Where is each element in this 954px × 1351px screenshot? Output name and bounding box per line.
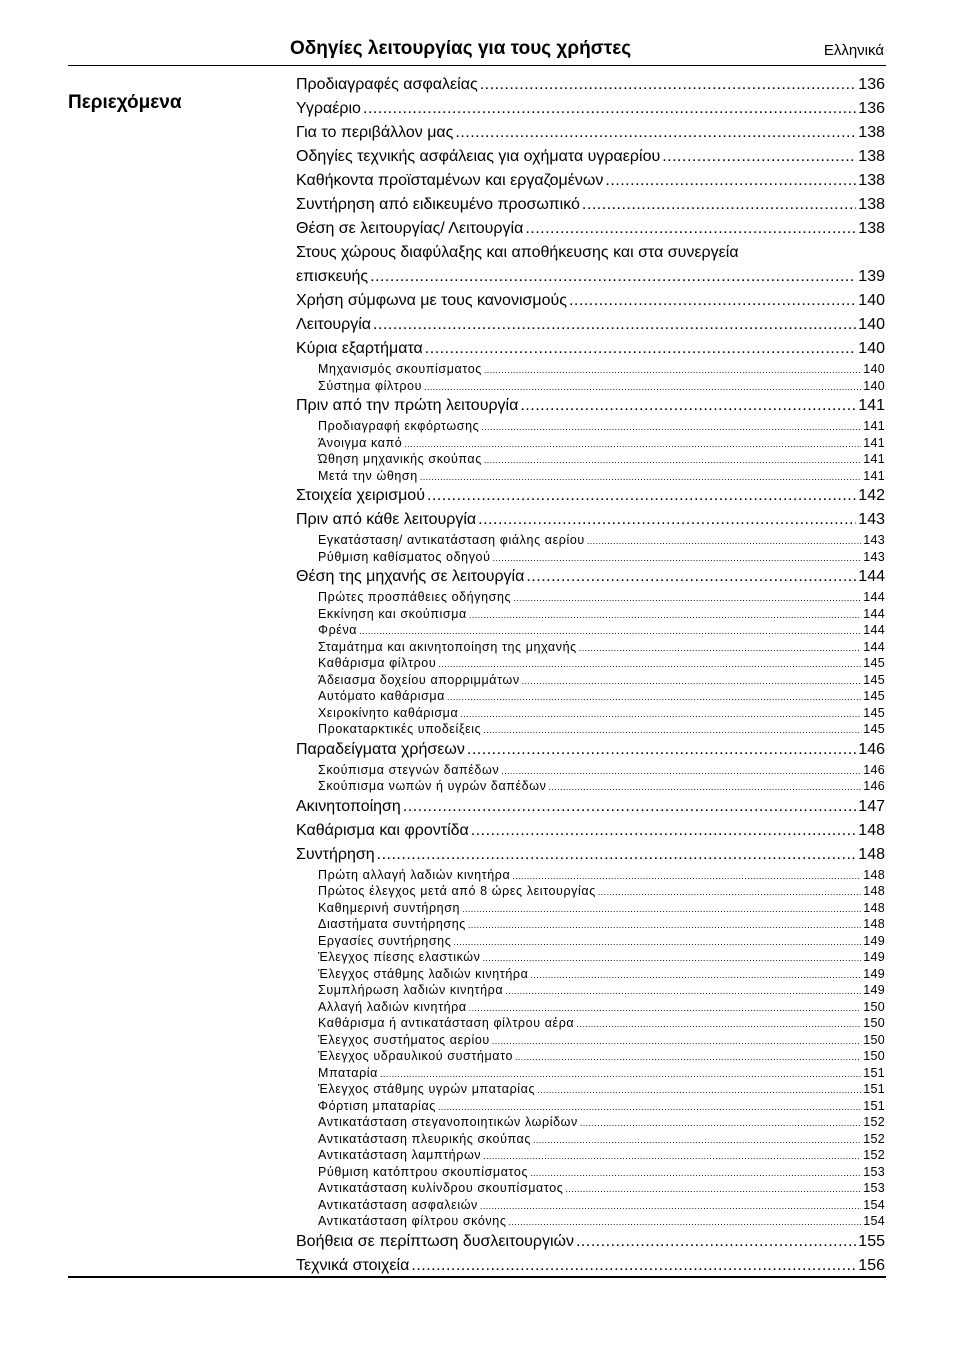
toc-entry-title: Φόρτιση μπαταρίας [318,1098,436,1113]
toc-entry-title: Υγραέριο [296,100,361,117]
toc-subentry[interactable] [296,639,885,656]
toc-page-number: 149 [863,983,885,997]
dot-leader [576,1230,856,1254]
toc-entry-title: Καθάρισμα φίλτρου [318,656,437,670]
toc-subentry[interactable] [296,688,885,705]
toc-subentry[interactable] [296,1065,885,1082]
toc-subentry[interactable] [296,378,885,395]
toc-entry-title: Σκούπισμα στεγνών δαπέδων [318,762,500,777]
dot-leader [438,656,861,673]
toc-subentry[interactable] [296,1081,885,1098]
toc-page-number: 152 [863,1131,885,1146]
toc-entry[interactable] [296,313,885,337]
toc-entry[interactable] [296,265,885,289]
toc-entry-title: Συντήρηση [296,845,375,863]
dot-leader [460,706,861,723]
toc-page-number: 148 [858,845,885,863]
toc-page-number: 138 [858,220,885,237]
dot-leader [420,469,861,486]
toc-page-number: 141 [863,468,885,483]
toc-page-number: 150 [863,1016,885,1030]
toc-subentry[interactable] [296,1114,885,1131]
toc-page-number: 145 [863,705,885,720]
toc-page-number: 150 [863,1049,885,1063]
dot-leader [520,394,856,418]
toc-page-number: 141 [863,435,885,450]
toc-page-number: 144 [863,590,885,604]
toc-entry-title: Αντικατάσταση φίλτρου σκόνης [318,1214,507,1228]
dot-leader [565,1181,861,1198]
toc-page-number: 146 [863,779,885,793]
toc-entry-title: Χειροκίνητο καθάρισμα [318,705,459,720]
toc-page-number: 151 [863,1065,885,1080]
toc-subentry[interactable] [296,589,885,606]
toc-entry-title: Έλεγχος στάθμης λαδιών κινητήρα [318,966,529,981]
toc-page-number: 141 [863,419,885,433]
toc-subentry[interactable] [296,1213,885,1230]
toc-entry[interactable] [296,738,885,762]
toc-page-number: 148 [863,884,885,898]
toc-entry-title: Πριν από κάθε λειτουργία [296,511,477,528]
toc-subentry[interactable] [296,705,885,722]
dot-leader [537,1082,861,1099]
dot-leader [438,1099,861,1116]
dot-leader [404,436,861,453]
toc-entry-title: Καθημερινή συντήρηση [318,900,461,915]
dot-leader [579,640,861,657]
toc-entry-title: επισκευής [296,268,369,285]
dot-leader [526,565,856,589]
dot-leader [505,983,861,1000]
dot-leader [512,868,861,885]
toc-entry-title: Καθήκοντα προϊσταμένων και εργαζομένων [296,172,604,189]
toc-subentry[interactable] [296,916,885,933]
toc-entry-title-line: Στους χώρους διαφύλαξης και αποθήκευσης και στα συνεργεία [296,244,739,261]
header-rule [68,65,886,66]
toc-entry-title: Καθάρισμα και φροντίδα [296,821,469,839]
toc-page-number: 153 [863,1181,885,1195]
toc-entry-title: Πρώτη αλλαγή λαδιών κινητήρα [318,867,511,882]
toc-subentry[interactable] [296,468,885,485]
toc-page-number: 146 [858,740,885,758]
toc-page-number: 140 [858,340,885,357]
toc-entry[interactable] [296,484,885,508]
toc-entry-title: Αντικατάσταση λαμπτήρων [318,1148,482,1162]
toc-entry-title: Κύρια εξαρτήματα [296,340,423,357]
toc-entry-title: Προκαταρκτικές υποδείξεις [318,722,482,736]
toc-entry[interactable] [296,819,885,843]
toc-page-number: 155 [858,1232,885,1250]
dot-leader [403,795,856,819]
toc-entry-title: Αλλαγή λαδιών κινητήρα [318,999,467,1014]
toc-entry[interactable] [296,843,885,867]
dot-leader [469,607,861,624]
toc-page-number: 141 [858,397,885,414]
toc-entry-title: Χρήση σύμφωνα με τους κανονισμούς [296,292,567,309]
toc-entry-title: Τεχνικά στοιχεία [296,1256,410,1274]
toc-entry-title: Οδηγίες τεχνικής ασφάλειας για οχήματα υγραερίου [296,148,661,165]
toc-page-number: 143 [863,549,885,564]
toc-entry[interactable] [296,289,885,313]
toc-page-number: 140 [863,362,885,376]
toc-entry-title: Διαστήματα συντήρησης [318,917,466,931]
dot-leader [447,689,861,706]
dot-leader [425,337,857,361]
toc-page-number: 140 [858,316,885,333]
toc-entry[interactable] [296,508,885,532]
toc-entry-title: Εργασίες συντήρησης [318,933,452,948]
toc-entry-title: Έλεγχος υδραυλικού συστήματο [318,1049,513,1063]
toc-subentry[interactable] [296,1164,885,1181]
toc-entry-title: Προδιαγραφή εκφόρτωσης [318,419,480,433]
toc-page-number: 147 [858,797,885,815]
dot-leader [515,1049,861,1066]
toc-entry-title: Έλεγχος συστήματος αερίου [318,1032,490,1047]
dot-leader [522,673,862,690]
toc-entry-title: Για το περιβάλλον μας [296,124,454,141]
toc-subentry[interactable] [296,933,885,950]
toc-entry[interactable] [296,97,885,121]
toc-subentry[interactable] [296,532,885,549]
toc-entry-title: Ώθηση μηχανικής σκούπας [318,452,482,466]
toc-page-number: 154 [863,1197,885,1212]
toc-page-number: 145 [863,722,885,736]
toc-page-number: 138 [858,172,885,189]
toc-entry-title: Σταμάτημα και ακινητοποίηση της μηχανής [318,639,577,654]
toc-entry-title: Βοήθεια σε περίπτωση δυσλειτουργιών [296,1232,574,1250]
toc-entry-title: Καθάρισμα ή αντικατάσταση φίλτρου αέρα [318,1016,575,1030]
footer-rule [68,1276,886,1278]
table-of-contents [296,73,885,1278]
toc-page-number: 148 [858,821,885,839]
toc-subentry[interactable] [296,655,885,672]
dot-leader [605,169,856,193]
toc-page-number: 152 [863,1148,885,1162]
toc-entry-title: Πρώτος έλεγχος μετά από 8 ώρες λειτουργίας [318,884,596,898]
toc-page-number: 150 [863,1032,885,1047]
toc-subentry[interactable] [296,867,885,884]
toc-entry[interactable] [296,565,885,589]
dot-leader [598,884,861,901]
toc-subentry[interactable] [296,900,885,917]
language-label: Ελληνικά [823,42,884,59]
dot-leader [492,1033,861,1050]
toc-entry-title: Συμπλήρωση λαδιών κινητήρα [318,983,504,997]
toc-entry-title: Φρένα [318,623,358,637]
toc-entry-title: Λειτουργία [296,316,372,333]
dot-leader [513,590,861,607]
toc-subentry[interactable] [296,606,885,623]
toc-page-number: 139 [858,268,885,285]
toc-entry-title: Πρώτες προσπάθειες οδήγησης [318,590,512,604]
toc-entry-title: Πριν από την πρώτη λειτουργία [296,397,519,414]
dot-leader [582,193,856,217]
toc-subentry[interactable] [296,1180,885,1197]
dot-leader [462,901,861,918]
toc-page-number: 152 [863,1115,885,1129]
toc-subentry[interactable] [296,982,885,999]
dot-leader [525,217,856,241]
dot-leader [530,967,861,984]
toc-subentry[interactable] [296,1147,885,1164]
toc-entry[interactable] [296,217,885,241]
toc-page-number: 136 [858,76,885,93]
dot-leader [484,362,861,379]
toc-subentry[interactable] [296,999,885,1016]
toc-page-number: 149 [863,933,885,948]
toc-entry-title: Θέση της μηχανής σε λειτουργία [296,568,525,585]
toc-subentry[interactable] [296,418,885,435]
toc-entry-title: Ακινητοποίηση [296,797,401,815]
dot-leader [508,1214,861,1231]
dot-leader [480,1198,861,1215]
dot-leader [493,550,862,567]
dot-leader [576,1016,861,1033]
toc-entry-title: Έλεγχος πίεσης ελαστικών [318,950,481,964]
dot-leader [469,1000,862,1017]
toc-entry-title: Μηχανισμός σκουπίσματος [318,362,482,376]
toc-subentry[interactable] [296,435,885,452]
dot-leader [483,1148,861,1165]
toc-subentry[interactable] [296,622,885,639]
toc-page-number: 150 [863,999,885,1014]
toc-page-number: 138 [858,196,885,213]
toc-entry-title: Σύστημα φίλτρου [318,378,423,393]
toc-page-number: 144 [863,623,885,637]
toc-entry-title: Αντικατάσταση στεγανοποιητικών λωρίδων [318,1115,578,1129]
toc-page-number: 148 [863,867,885,882]
toc-entry-title: Εγκατάσταση/ αντικατάσταση φιάλης αερίου [318,533,585,547]
toc-entry-title: Προδιαγραφές ασφαλείας [296,76,478,93]
toc-subentry[interactable] [296,1098,885,1115]
toc-page-number: 145 [863,689,885,703]
dot-leader [453,934,861,951]
toc-entry-title: Αντικατάσταση ασφαλειών [318,1197,478,1212]
toc-subentry[interactable] [296,966,885,983]
dot-leader [467,738,856,762]
toc-entry-title: Παραδείγματα χρήσεων [296,740,465,758]
dot-leader [530,1165,861,1182]
toc-subentry[interactable] [296,1048,885,1065]
toc-entry[interactable] [296,337,885,361]
toc-page-number: 138 [858,124,885,141]
toc-subentry[interactable] [296,451,885,468]
toc-subentry[interactable] [296,1032,885,1049]
toc-page-number: 148 [863,917,885,931]
toc-page-number: 149 [863,950,885,964]
dot-leader [480,73,857,97]
dot-leader [533,1132,861,1149]
toc-entry-title: Συντήρηση από ειδικευμένο προσωπικό [296,196,580,213]
dot-leader [411,1254,856,1278]
dot-leader [363,97,856,121]
toc-page-number: 144 [863,606,885,621]
toc-entry-title: Έλεγχος στάθμης υγρών μπαταρίας [318,1082,536,1096]
toc-entry[interactable] [296,394,885,418]
toc-entry-title: Εκκίνηση και σκούπισμα [318,606,467,621]
toc-page-number: 145 [863,672,885,687]
toc-subentry[interactable] [296,361,885,378]
toc-entry[interactable] [296,1230,885,1254]
toc-entry[interactable] [296,1254,885,1278]
dot-leader [481,419,861,436]
dot-leader [484,452,861,469]
contents-heading: Περιεχόμενα [68,92,182,113]
toc-subentry[interactable] [296,672,885,689]
toc-entry-title: Αυτόματο καθάρισμα [318,689,446,703]
dot-leader [424,379,861,396]
dot-leader [359,623,861,640]
toc-entry-title: Ρύθμιση καθίσματος οδηγού [318,549,491,564]
toc-entry-title: Άδειασμα δοχείου απορριμμάτων [318,672,520,687]
toc-entry-title: Θέση σε λειτουργίας/ Λειτουργία [296,220,524,237]
toc-entry-title: Μπαταρία [318,1065,378,1080]
toc-entry[interactable] [296,145,885,169]
toc-subentry[interactable] [296,762,885,779]
toc-page-number: 149 [863,966,885,981]
dot-leader [455,121,856,145]
toc-page-number: 143 [863,533,885,547]
toc-page-number: 151 [863,1082,885,1096]
toc-entry-title: Μετά την ώθηση [318,468,418,483]
toc-page-number: 143 [858,511,885,528]
toc-page-number: 136 [858,100,885,117]
toc-subentry[interactable] [296,549,885,566]
dot-leader [662,145,856,169]
toc-page-number: 156 [858,1256,885,1274]
toc-subentry[interactable] [296,883,885,900]
toc-page-number: 146 [863,762,885,777]
toc-entry-title: Ρύθμιση κατόπτρου σκουπίσματος [318,1164,529,1179]
toc-page-number: 140 [863,378,885,393]
toc-entry-title: Άνοιγμα καπό [318,435,403,450]
dot-leader [377,843,857,867]
toc-entry-title: Στοιχεία χειρισμού [296,487,425,504]
toc-entry-title: Αντικατάσταση πλευρικής σκούπας [318,1131,531,1146]
dot-leader [373,313,856,337]
toc-entry[interactable] [296,73,885,97]
dot-leader [471,819,857,843]
toc-page-number: 144 [863,639,885,654]
toc-subentry[interactable] [296,721,885,738]
toc-entry[interactable] [296,169,885,193]
toc-entry-title: Σκούπισμα νωπών ή υγρών δαπέδων [318,779,547,793]
toc-entry[interactable] [296,193,885,217]
toc-entry[interactable] [296,121,885,145]
dot-leader [370,265,856,289]
toc-page-number: 144 [858,568,885,585]
toc-page-number: 140 [858,292,885,309]
dot-leader [427,484,856,508]
dot-leader [501,763,861,780]
dot-leader [468,917,861,934]
toc-subentry[interactable] [296,1131,885,1148]
toc-subentry[interactable] [296,1197,885,1214]
dot-leader [548,779,861,796]
toc-page-number: 138 [858,148,885,165]
dot-leader [569,289,856,313]
toc-entry-title: Αντικατάσταση κυλίνδρου σκουπίσματος [318,1181,564,1195]
toc-subentry[interactable] [296,949,885,966]
dot-leader [483,722,861,739]
dot-leader [478,508,856,532]
toc-page-number: 145 [863,656,885,670]
toc-page-number: 142 [858,487,885,504]
dot-leader [580,1115,861,1132]
toc-page-number: 141 [863,452,885,466]
toc-page-number: 151 [863,1098,885,1113]
toc-subentry[interactable] [296,778,885,795]
document-title: Οδηγίες λειτουργίας για τους χρήστες [290,38,632,59]
dot-leader [587,533,861,550]
dot-leader [380,1066,861,1083]
dot-leader [482,950,861,967]
toc-page-number: 148 [863,900,885,915]
toc-subentry[interactable] [296,1015,885,1032]
toc-entry[interactable] [296,795,885,819]
toc-page-number: 153 [863,1164,885,1179]
toc-page-number: 154 [863,1214,885,1228]
